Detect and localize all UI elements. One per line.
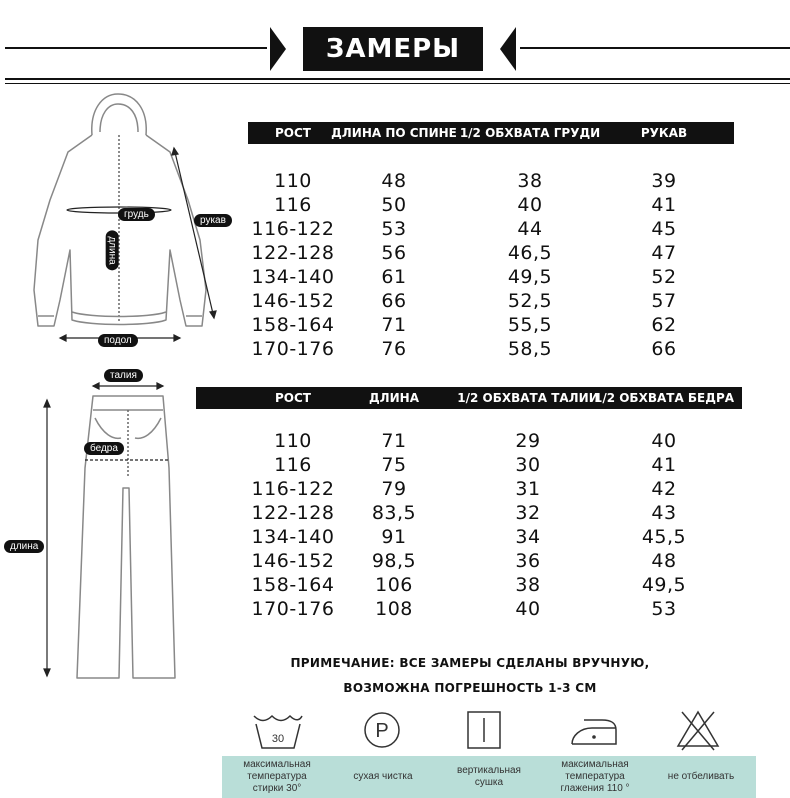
pants-cell: 42	[651, 478, 677, 500]
pants-cell: 36	[515, 550, 541, 572]
care-text-dry-clean: сухая чистка	[353, 771, 413, 782]
care-text-vertical-dry: вертикальная сушка	[457, 765, 521, 788]
jacket-cell: 158-164	[251, 314, 335, 336]
jacket-col-chest: 1/2 ОБХВАТА ГРУДИ	[459, 126, 601, 140]
label-back-length: длина	[106, 230, 119, 270]
jacket-table-row	[248, 290, 734, 314]
care-text-iron: максимальная температура глажения 110 °	[560, 759, 630, 794]
jacket-cell: 62	[651, 314, 677, 336]
jacket-cell: 76	[381, 338, 407, 360]
jacket-cell: 170-176	[251, 338, 335, 360]
jacket-table-row	[248, 218, 734, 242]
care-box-vertical-dry	[434, 756, 544, 798]
pants-col-height: РОСТ	[275, 391, 311, 405]
pants-cell: 116	[274, 454, 312, 476]
jacket-cell: 66	[381, 290, 407, 312]
pants-cell: 49,5	[641, 574, 687, 596]
vertical-dry-icon	[454, 708, 514, 752]
care-box-dry-clean	[328, 756, 438, 798]
jacket-cell: 146-152	[251, 290, 335, 312]
pants-cell: 45,5	[641, 526, 687, 548]
pants-cell: 98,5	[371, 550, 417, 572]
pants-cell: 158-164	[251, 574, 335, 596]
note-line-2: ВОЗМОЖНА ПОГРЕШНОСТЬ 1-3 СМ	[343, 681, 597, 695]
jacket-cell: 40	[517, 194, 543, 216]
jacket-cell: 61	[381, 266, 407, 288]
pants-cell: 106	[375, 574, 413, 596]
pants-cell: 41	[651, 454, 677, 476]
pants-cell: 75	[381, 454, 407, 476]
jacket-table-row	[248, 194, 734, 218]
pants-cell: 91	[381, 526, 407, 548]
pants-cell: 134-140	[251, 526, 335, 548]
pants-col-length: ДЛИНА	[368, 391, 420, 405]
jacket-table-row	[248, 170, 734, 194]
jacket-cell: 134-140	[251, 266, 335, 288]
page-title: ЗАМЕРЫ	[303, 27, 483, 71]
pants-table-body	[196, 430, 742, 622]
jacket-cell: 116-122	[251, 218, 335, 240]
pants-cell: 79	[381, 478, 407, 500]
pants-col-hip: 1/2 ОБХВАТА БЕДРА	[593, 391, 735, 405]
label-sleeve: рукав	[194, 214, 232, 227]
header-rule-1	[5, 78, 790, 80]
jacket-col-sleeve: РУКАВ	[640, 126, 688, 140]
pants-table-row	[196, 478, 742, 502]
pants-cell: 40	[515, 598, 541, 620]
pants-cell: 71	[381, 430, 407, 452]
pants-cell: 38	[515, 574, 541, 596]
jacket-cell: 57	[651, 290, 677, 312]
jacket-cell: 41	[651, 194, 677, 216]
pants-cell: 48	[651, 550, 677, 572]
pants-table-row	[196, 574, 742, 598]
jacket-cell: 45	[651, 218, 677, 240]
no-bleach-icon	[668, 708, 728, 752]
jacket-cell: 52,5	[507, 290, 553, 312]
header-chevron-left	[270, 27, 286, 71]
pants-table-header	[196, 387, 742, 409]
header-rule-2	[5, 83, 790, 84]
care-text-wash: максимальная температура стирки 30°	[243, 759, 311, 794]
pants-drawing	[35, 378, 185, 696]
pants-cell: 83,5	[371, 502, 417, 524]
pants-cell: 170-176	[251, 598, 335, 620]
pants-table-row	[196, 502, 742, 526]
label-waist: талия	[104, 369, 143, 382]
pants-cell: 34	[515, 526, 541, 548]
header-line-right	[520, 47, 790, 49]
jacket-table-row	[248, 314, 734, 338]
header-line-left	[5, 47, 267, 49]
jacket-cell: 66	[651, 338, 677, 360]
jacket-cell: 52	[651, 266, 677, 288]
pants-cell: 122-128	[251, 502, 335, 524]
care-box-no-bleach	[646, 756, 756, 798]
wash-30-icon	[248, 708, 308, 752]
pants-cell: 32	[515, 502, 541, 524]
jacket-cell: 46,5	[507, 242, 553, 264]
jacket-col-height: РОСТ	[275, 126, 311, 140]
pants-cell: 110	[274, 430, 312, 452]
jacket-cell: 39	[651, 170, 677, 192]
jacket-table-row	[248, 266, 734, 290]
jacket-cell: 47	[651, 242, 677, 264]
jacket-cell: 53	[381, 218, 407, 240]
dry-clean-letter: P	[375, 720, 389, 742]
jacket-cell: 50	[381, 194, 407, 216]
pants-cell: 40	[651, 430, 677, 452]
pants-col-waist: 1/2 ОБХВАТА ТАЛИИ	[457, 391, 599, 405]
jacket-table-row	[248, 338, 734, 362]
jacket-cell: 71	[381, 314, 407, 336]
care-box-wash	[222, 756, 332, 798]
wash-temp-text: 30	[271, 733, 285, 745]
jacket-cell: 44	[517, 218, 543, 240]
label-pants-length: длина	[4, 540, 44, 553]
pants-cell: 43	[651, 502, 677, 524]
pants-table-row	[196, 550, 742, 574]
pants-table-row	[196, 598, 742, 622]
label-chest: грудь	[118, 208, 155, 221]
jacket-cell: 122-128	[251, 242, 335, 264]
pants-cell: 108	[375, 598, 413, 620]
pants-cell: 146-152	[251, 550, 335, 572]
jacket-table-header	[248, 122, 734, 144]
pants-table-row	[196, 454, 742, 478]
jacket-table-body	[248, 170, 734, 362]
jacket-table-row	[248, 242, 734, 266]
pants-cell: 31	[515, 478, 541, 500]
jacket-cell: 48	[381, 170, 407, 192]
pants-cell: 116-122	[251, 478, 335, 500]
jacket-cell: 56	[381, 242, 407, 264]
label-hip: бедра	[84, 442, 124, 455]
note-line-1: ПРИМЕЧАНИЕ: ВСЕ ЗАМЕРЫ СДЕЛАНЫ ВРУЧНУЮ,	[290, 656, 650, 670]
jacket-cell: 55,5	[507, 314, 553, 336]
dry-clean-p-icon	[352, 708, 412, 752]
care-box-iron	[540, 756, 650, 798]
pants-table-row	[196, 430, 742, 454]
care-text-no-bleach: не отбеливать	[667, 771, 735, 782]
jacket-cell: 49,5	[507, 266, 553, 288]
pants-cell: 53	[651, 598, 677, 620]
pants-cell: 30	[515, 454, 541, 476]
jacket-col-back-length: ДЛИНА ПО СПИНЕ	[331, 126, 457, 140]
pants-table-row	[196, 526, 742, 550]
jacket-cell: 110	[274, 170, 312, 192]
header-chevron-right	[500, 27, 516, 71]
jacket-cell: 58,5	[507, 338, 553, 360]
jacket-cell: 38	[517, 170, 543, 192]
pants-cell: 29	[515, 430, 541, 452]
jacket-cell: 116	[274, 194, 312, 216]
iron-icon	[564, 708, 624, 752]
label-hem: подол	[98, 334, 138, 347]
